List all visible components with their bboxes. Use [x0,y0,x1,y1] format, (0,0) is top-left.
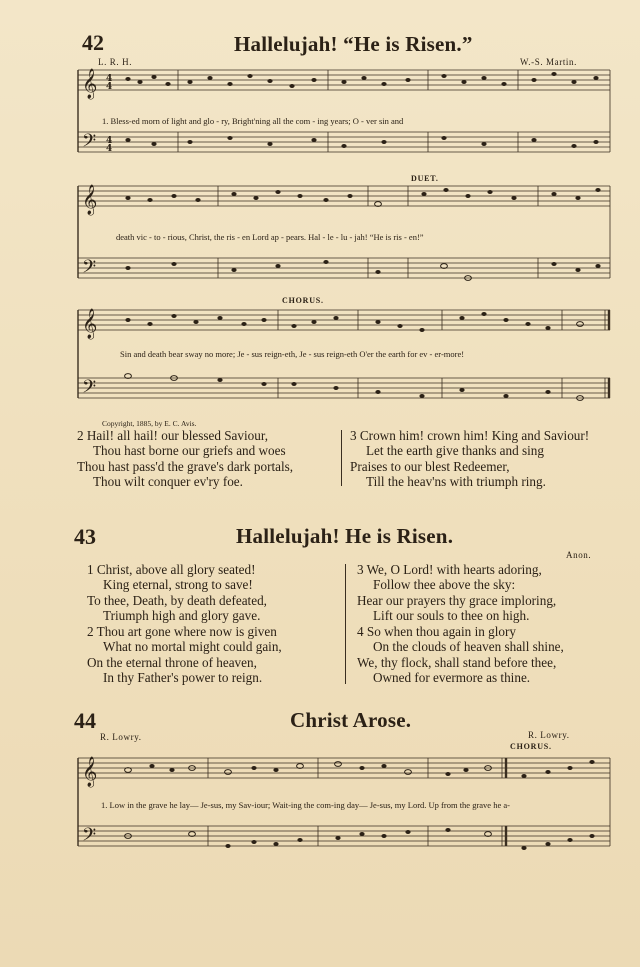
hymn-44-music-credit: R. Lowry. [528,730,570,740]
verse-line: Hear our prayers thy grace imploring, [357,592,557,608]
svg-text:𝄢: 𝄢 [82,377,97,402]
svg-text:4: 4 [106,144,113,154]
hymn-42-verse-2 [77,428,293,490]
music-staff-system-3 [78,300,613,420]
hymn-43-verse-2 [87,624,282,686]
hymn-43-verse-1 [87,562,267,624]
hymn-42-lyric-line-1: 1. Bless-ed morn of light and glo - ry, Bright'ning all the com - ing years; O - ver sin and [102,116,404,126]
svg-text:𝄢: 𝄢 [82,257,97,282]
hymn-43-verse-3 [357,562,556,624]
column-divider [341,430,342,486]
svg-text:𝄞: 𝄞 [82,185,98,215]
hymn-42-duet-label: DUET. [411,174,439,183]
verse-line: Lift our souls to thee on high. [373,608,530,624]
svg-text:4: 4 [106,82,113,92]
hymn-42-verse-3 [350,428,589,490]
verse-line: 4 So when thou again in glory [357,624,516,639]
hymn-44-lyric-line-1: 1. Low in the grave he lay— Je-sus, my Sav-iour; Wait-ing the com-ing day— Je-sus, my Lord. Up from the grave he a- [101,800,510,810]
hymn-43-title: Hallelujah! He is Risen. [236,524,454,548]
verse-line: 2 Thou art gone where now is given [87,624,277,639]
verse-line: 2 Hail! all hail! our blessed Saviour, [77,428,269,443]
verse-line: 1 Christ, above all glory seated! [87,562,256,577]
hymn-44-chorus-label: CHORUS. [510,742,552,751]
hymn-43-verse-4 [357,624,564,686]
verse-line: Till the heav'ns with triumph ring. [366,474,546,490]
verse-line: 3 We, O Lord! with hearts adoring, [357,562,542,577]
verse-line: 3 Crown him! crown him! King and Saviour! [350,428,590,443]
verse-line: To thee, Death, by death defeated, [87,592,267,608]
verse-line: Thou wilt conquer ev'ry foe. [93,474,243,490]
verse-line: On the eternal throne of heaven, [87,654,257,670]
verse-line: What no mortal might could gain, [103,639,282,655]
verse-line: Let the earth give thanks and sing [366,443,544,459]
hymn-42-number: 42 [82,30,104,55]
hymn-42-copyright: Copyright, 1885, by E. C. Avis. [102,419,197,428]
verse-line: Follow thee above the sky: [373,577,516,593]
verse-line: We, thy flock, shall stand before thee, [357,654,557,670]
hymn-42-lyric-line-3: Sin and death bear sway no more; Je - sus reign-eth, Je - sus reign-eth O'er the earth for ev - er-more! [120,349,465,359]
hymn-42-music-credit: W.-S. Martin. [520,57,577,67]
hymn-44-title: Christ Arose. [290,708,412,732]
svg-text:4: 4 [106,74,113,84]
hymn-44-words-credit: R. Lowry. [100,732,142,742]
verse-line: King eternal, strong to save! [103,577,253,593]
verse-line: Thou hast pass'd the grave's dark portals, [77,458,294,474]
hymn-42-title: Hallelujah! “He is Risen.” [234,32,473,56]
svg-text:𝄞: 𝄞 [82,69,98,99]
verse-line: In thy Father's power to reign. [103,670,263,686]
verse-line: Praises to our blest Redeemer, [350,458,510,474]
verse-line: Thou hast borne our griefs and woes [93,443,286,459]
verse-line: On the clouds of heaven shall shine, [373,639,564,655]
svg-text:𝄞: 𝄞 [82,757,98,787]
svg-text:𝄞: 𝄞 [82,309,98,339]
svg-text:𝄢: 𝄢 [82,131,97,156]
hymn-44-number: 44 [74,708,96,733]
verse-line: Triumph high and glory gave. [103,608,261,624]
svg-text:4: 4 [106,136,113,146]
column-divider [345,564,346,684]
svg-text:𝄢: 𝄢 [82,825,97,850]
hymn-42-words-credit: L. R. H. [98,57,133,67]
hymn-43-author: Anon. [566,550,592,560]
hymn-42-lyric-line-2: death vic - to - rious, Christ, the ris - en Lord ap - pears. Hal - le - lu - jah! “He is ris - en!” [116,232,424,242]
verse-line: Owned for evermore as thine. [373,670,531,686]
hymn-43-number: 43 [74,524,96,549]
music-staff-system-1 [78,62,613,162]
hymn-42-chorus-label: CHORUS. [282,296,324,305]
